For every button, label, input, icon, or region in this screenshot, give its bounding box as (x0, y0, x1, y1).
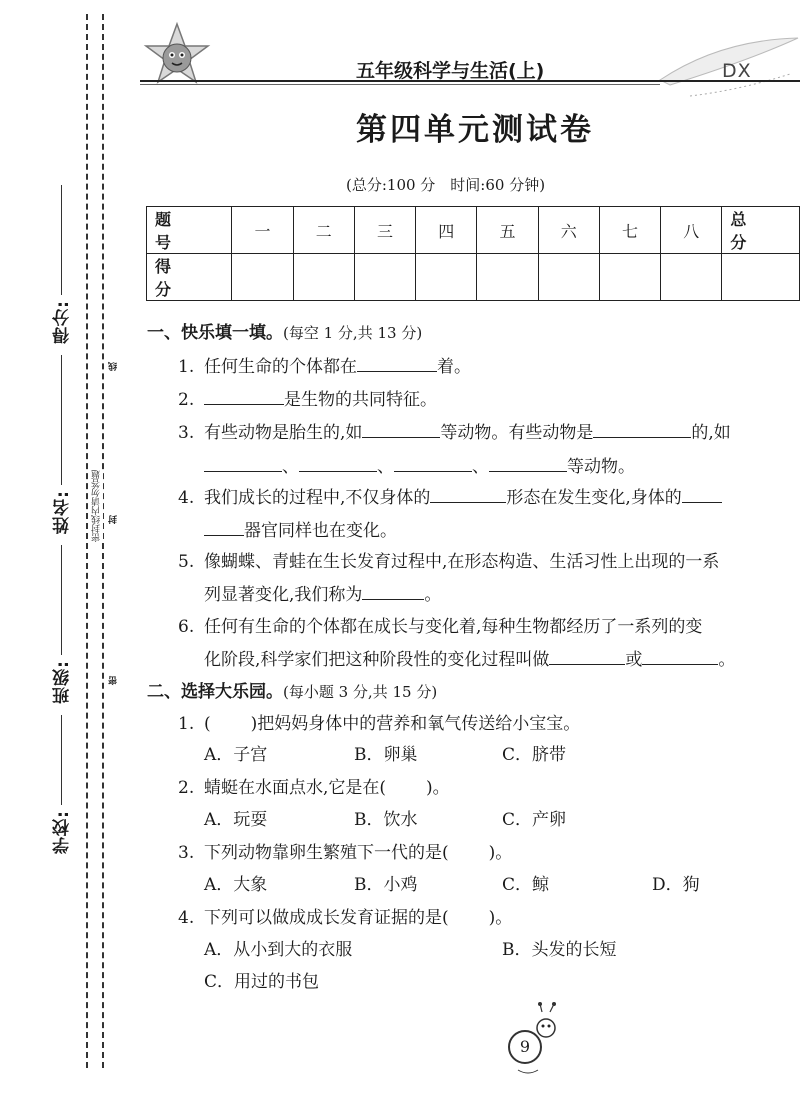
score-cell[interactable] (661, 254, 722, 301)
question-1-4 (178, 483, 722, 508)
option-c[interactable]: C．用过的书包 (204, 972, 320, 992)
answer-blank[interactable] (362, 583, 424, 600)
option-b[interactable]: B．头发的长短 (502, 940, 617, 960)
section2-title: 二、选择大乐园。 (147, 682, 283, 702)
question-number: 1. (178, 357, 195, 377)
question-text: 像蝴蝶、青蛙在生长发育过程中,在形态构造、生活习性上出现的一系 (204, 552, 720, 572)
table-row (147, 207, 800, 254)
answer-blank[interactable] (489, 455, 567, 472)
seal-char-seal: 封 (109, 515, 119, 524)
score-cell[interactable] (232, 254, 293, 301)
option-c[interactable]: C．鲸 (502, 875, 550, 895)
answer-blank[interactable] (394, 455, 472, 472)
question-number: 4. (178, 488, 195, 508)
question-text: 蜻蜓在水面点水,它是在( (204, 778, 387, 798)
margin-score-label: 得分: (53, 300, 73, 344)
question-text: 器官同样也在变化。 (244, 521, 397, 541)
option-b[interactable]: B．小鸡 (354, 875, 418, 895)
options-2-4-cont (204, 967, 319, 992)
question-text: 等动物。有些动物是 (440, 423, 594, 443)
question-number: 2. (178, 390, 195, 410)
column-header: 三 (354, 207, 415, 254)
score-write-line (61, 185, 62, 295)
question-1-1 (178, 352, 471, 377)
question-text: 列显著变化,我们称为 (204, 585, 363, 605)
question-1-2 (178, 385, 437, 410)
section1-note: (每空 1 分,共 13 分) (283, 324, 423, 342)
page-number: 9 (508, 1030, 542, 1064)
section1-heading (147, 318, 422, 343)
margin-class-label: 班级: (53, 660, 73, 704)
question-text: 有些动物是胎生的,如 (204, 423, 363, 443)
column-header: 五 (477, 207, 538, 254)
question-number: 3. (178, 843, 195, 863)
book-title: 五年级科学与生活(上) (356, 60, 545, 82)
margin-name-label: 姓名: (53, 490, 73, 534)
question-text: 是生物的共同特征。 (284, 390, 437, 410)
option-c[interactable]: C．脐带 (502, 745, 567, 765)
column-header: 七 (599, 207, 660, 254)
column-header: 六 (538, 207, 599, 254)
school-write-line (61, 715, 62, 805)
seal-char-secret: 密 (109, 676, 119, 685)
question-text: 或 (625, 650, 643, 670)
option-a[interactable]: A．从小到大的衣服 (204, 940, 353, 960)
question-text: 。 (424, 585, 442, 605)
score-cell[interactable] (354, 254, 415, 301)
separator: 、 (282, 457, 299, 477)
score-table (146, 206, 800, 301)
answer-blank[interactable] (682, 486, 722, 503)
column-header: 八 (661, 207, 722, 254)
answer-blank[interactable] (549, 648, 625, 665)
total-score-cell[interactable] (722, 254, 800, 301)
question-number: 2. (178, 778, 195, 798)
section2-heading (147, 677, 437, 702)
answer-blank[interactable] (362, 421, 440, 438)
seal-char-line: 线 (109, 362, 119, 371)
answer-blank[interactable] (299, 455, 377, 472)
name-write-line (61, 355, 62, 485)
question-2-3 (178, 838, 512, 863)
edition-code: DX (722, 60, 752, 82)
header-rule-thin (140, 84, 660, 85)
score-time-info: (总分:100 分 时间:60 分钟) (346, 176, 546, 194)
options-2-1 (204, 740, 566, 765)
question-text: 任何有生命的个体都在成长与变化着,每种生物都经历了一系列的变 (204, 617, 703, 637)
option-a[interactable]: A．玩耍 (204, 810, 268, 830)
score-cell[interactable] (416, 254, 477, 301)
question-number: 6. (178, 617, 195, 637)
section1-title: 一、快乐填一填。 (147, 323, 283, 343)
question-number: 3. (178, 423, 195, 443)
question-text: 形态在发生变化,身体的 (506, 488, 682, 508)
answer-blank[interactable] (642, 648, 718, 665)
seal-note: 密封线内请勿答题 (92, 470, 102, 542)
answer-blank[interactable] (204, 519, 244, 536)
option-a[interactable]: A．子宫 (204, 745, 268, 765)
separator: 、 (377, 457, 394, 477)
score-cell[interactable] (293, 254, 354, 301)
table-row (147, 254, 800, 301)
column-header: 四 (416, 207, 477, 254)
question-text: )。 (426, 778, 450, 798)
question-text: 着。 (437, 357, 471, 377)
answer-blank[interactable] (430, 486, 506, 503)
question-text: )。 (488, 908, 513, 928)
answer-blank[interactable] (204, 455, 282, 472)
question-text: )。 (488, 843, 513, 863)
options-2-2 (204, 805, 566, 830)
option-d[interactable]: D．狗 (652, 875, 700, 895)
question-number-header: 题 号 (147, 207, 232, 254)
score-row-header: 得 分 (147, 254, 232, 301)
option-b[interactable]: B．卵巢 (354, 745, 418, 765)
answer-blank[interactable] (357, 355, 437, 372)
question-2-2 (178, 773, 450, 798)
total-header: 总 分 (722, 207, 800, 254)
question-text: 下列可以做成成长发育证据的是( (204, 908, 449, 928)
question-number: 1. (178, 714, 195, 734)
binding-dashed-line-outer (86, 14, 88, 1068)
question-1-6 (178, 612, 702, 637)
options-2-4 (204, 935, 617, 960)
option-c[interactable]: C．产卵 (502, 810, 567, 830)
question-text: 我们成长的过程中,不仅身体的 (204, 488, 431, 508)
class-write-line (61, 545, 62, 655)
question-text: 的,如 (691, 423, 731, 443)
score-cell[interactable] (538, 254, 599, 301)
question-1-4-cont (204, 516, 397, 541)
score-cell[interactable] (599, 254, 660, 301)
question-1-3-cont (204, 452, 635, 477)
section2-note: (每小题 3 分,共 15 分) (283, 683, 438, 701)
option-b[interactable]: B．饮水 (354, 810, 418, 830)
question-1-5 (178, 547, 719, 572)
separator: 、 (472, 457, 489, 477)
question-text: 下列动物靠卵生繁殖下一代的是( (204, 843, 449, 863)
question-text: 等动物。 (567, 457, 635, 477)
question-text: 化阶段,科学家们把这种阶段性的变化过程叫做 (204, 650, 550, 670)
exam-title: 第四单元测试卷 (356, 112, 594, 148)
question-2-4 (178, 903, 512, 928)
question-number: 4. (178, 908, 195, 928)
options-2-3 (204, 870, 700, 895)
column-header: 二 (293, 207, 354, 254)
question-1-5-cont (204, 580, 441, 605)
question-text: )把妈妈身体中的营养和氧气传送给小宝宝。 (250, 714, 581, 734)
header-rule (140, 80, 800, 82)
question-text: ( (204, 714, 211, 734)
answer-blank[interactable] (204, 388, 284, 405)
question-1-3 (178, 418, 731, 443)
question-1-6-cont (204, 645, 735, 670)
column-header: 一 (232, 207, 293, 254)
question-text: 任何生命的个体都在 (204, 357, 357, 377)
option-a[interactable]: A．大象 (204, 875, 268, 895)
margin-school-label: 学校: (53, 810, 73, 854)
question-number: 5. (178, 552, 195, 572)
score-cell[interactable] (477, 254, 538, 301)
answer-blank[interactable] (593, 421, 691, 438)
question-text: 。 (718, 650, 736, 670)
question-2-1 (178, 709, 580, 734)
